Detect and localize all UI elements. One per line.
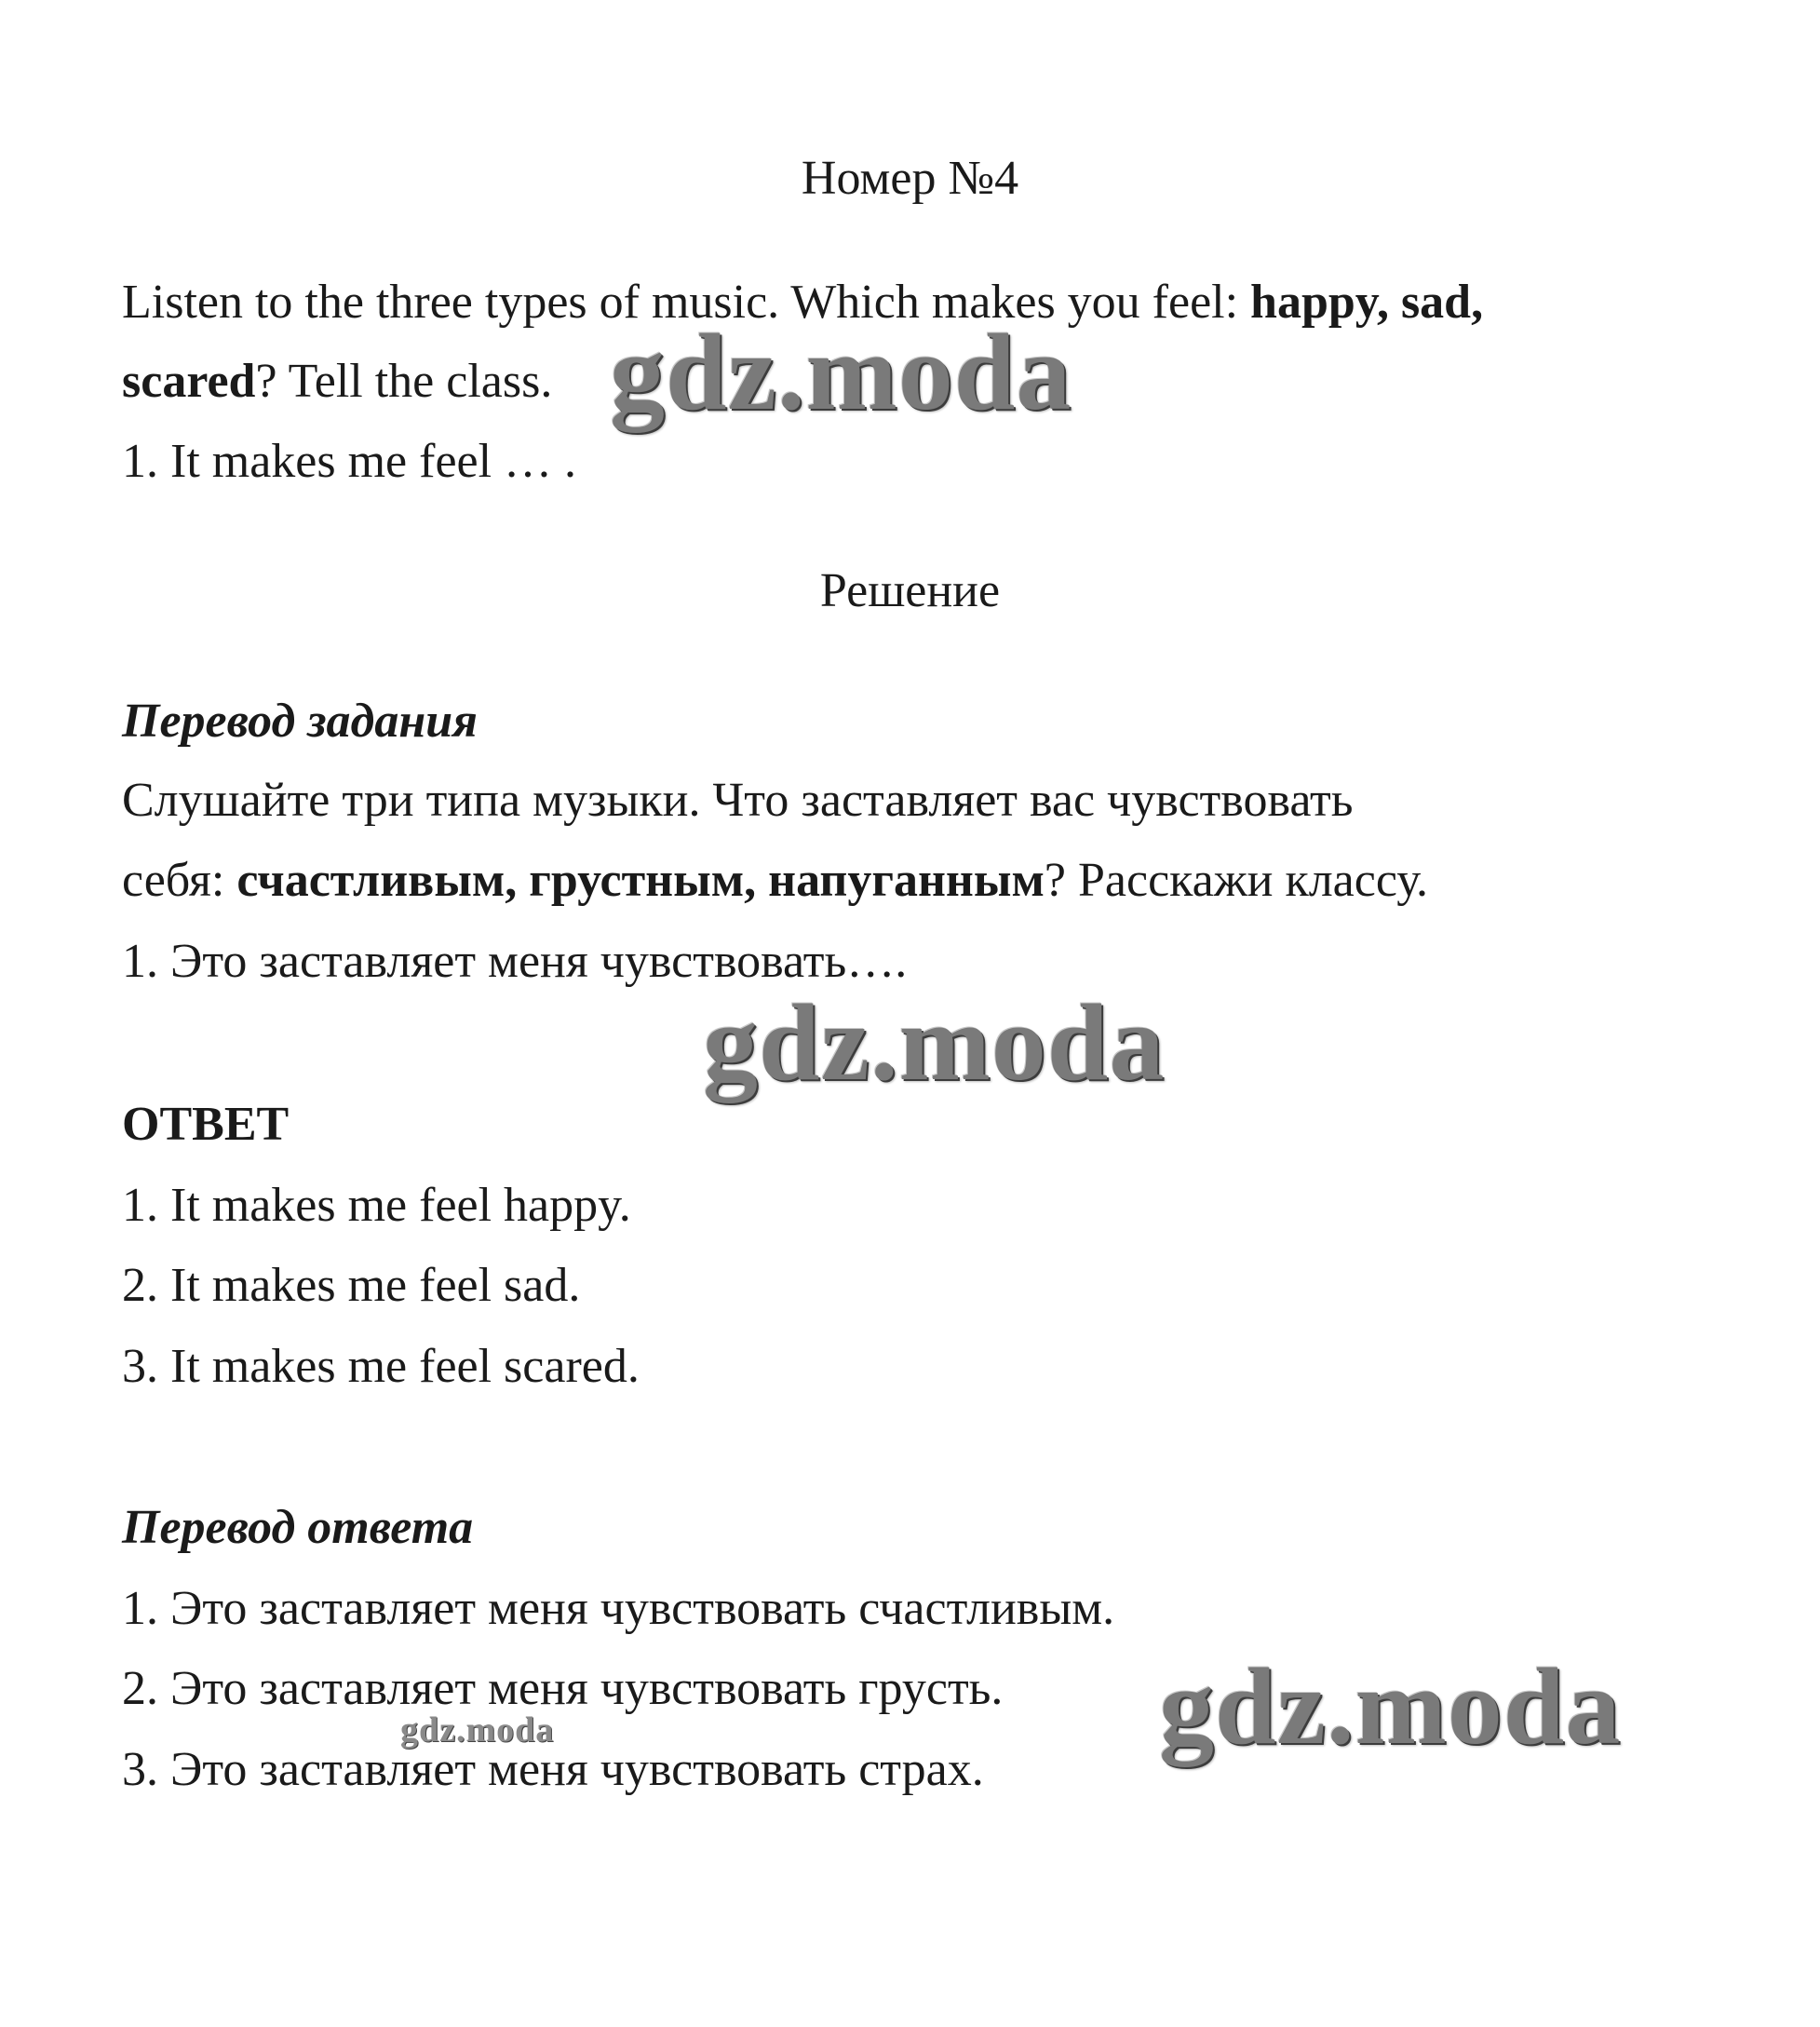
answer-item-3: 3. It makes me feel scared.: [122, 1340, 640, 1393]
answer-translation-item-2: 2. Это заставляет меня чувствовать грусть.: [122, 1662, 1004, 1715]
task-translation-line-3: 1. Это заставляет меня чувствовать….: [122, 935, 908, 988]
watermark-logo-2: gdz.moda: [703, 981, 1166, 1103]
answer-translation-heading: Перевод ответа: [122, 1501, 474, 1554]
task-translation-line-2-emphasis: счастливым, грустным, напуганным: [236, 854, 1045, 907]
answer-item-1: 1. It makes me feel happy.: [122, 1179, 631, 1232]
solution-label: Решение: [819, 564, 1001, 617]
task-line-2: [122, 354, 552, 410]
task-translation-line-2-end: ? Расскажи классу.: [1044, 854, 1429, 907]
answer-translation-item-1: 1. Это заставляет меня чувствовать счастливым.: [122, 1582, 1115, 1635]
task-line-1-text: Listen to the three types of music. Which makes you feel:: [122, 276, 1251, 329]
answer-item-2: 2. It makes me feel sad.: [122, 1259, 581, 1312]
task-translation-heading: Перевод задания: [122, 695, 478, 748]
page-title: Номер №4: [801, 152, 1019, 205]
task-line-1-emphasis: happy, sad,: [1250, 276, 1484, 329]
task-translation-line-2-start: себя:: [122, 854, 237, 907]
task-translation-line-2: [122, 853, 1428, 909]
watermark-logo-small: gdz.moda: [400, 1710, 555, 1750]
task-line-3: 1. It makes me feel … .: [122, 435, 577, 488]
watermark-logo-3: gdz.moda: [1159, 1645, 1622, 1767]
watermark-logo-1: gdz.moda: [610, 311, 1072, 433]
task-line-2-emphasis: scared: [122, 355, 256, 408]
answer-heading: ОТВЕТ: [122, 1098, 290, 1151]
answer-translation-item-3: 3. Это заставляет меня чувствовать страх.: [122, 1743, 984, 1796]
task-translation-line-1: Слушайте три типа музыки. Что заставляет вас чувствовать: [122, 774, 1354, 827]
task-line-2-text: ? Tell the class.: [255, 355, 553, 408]
